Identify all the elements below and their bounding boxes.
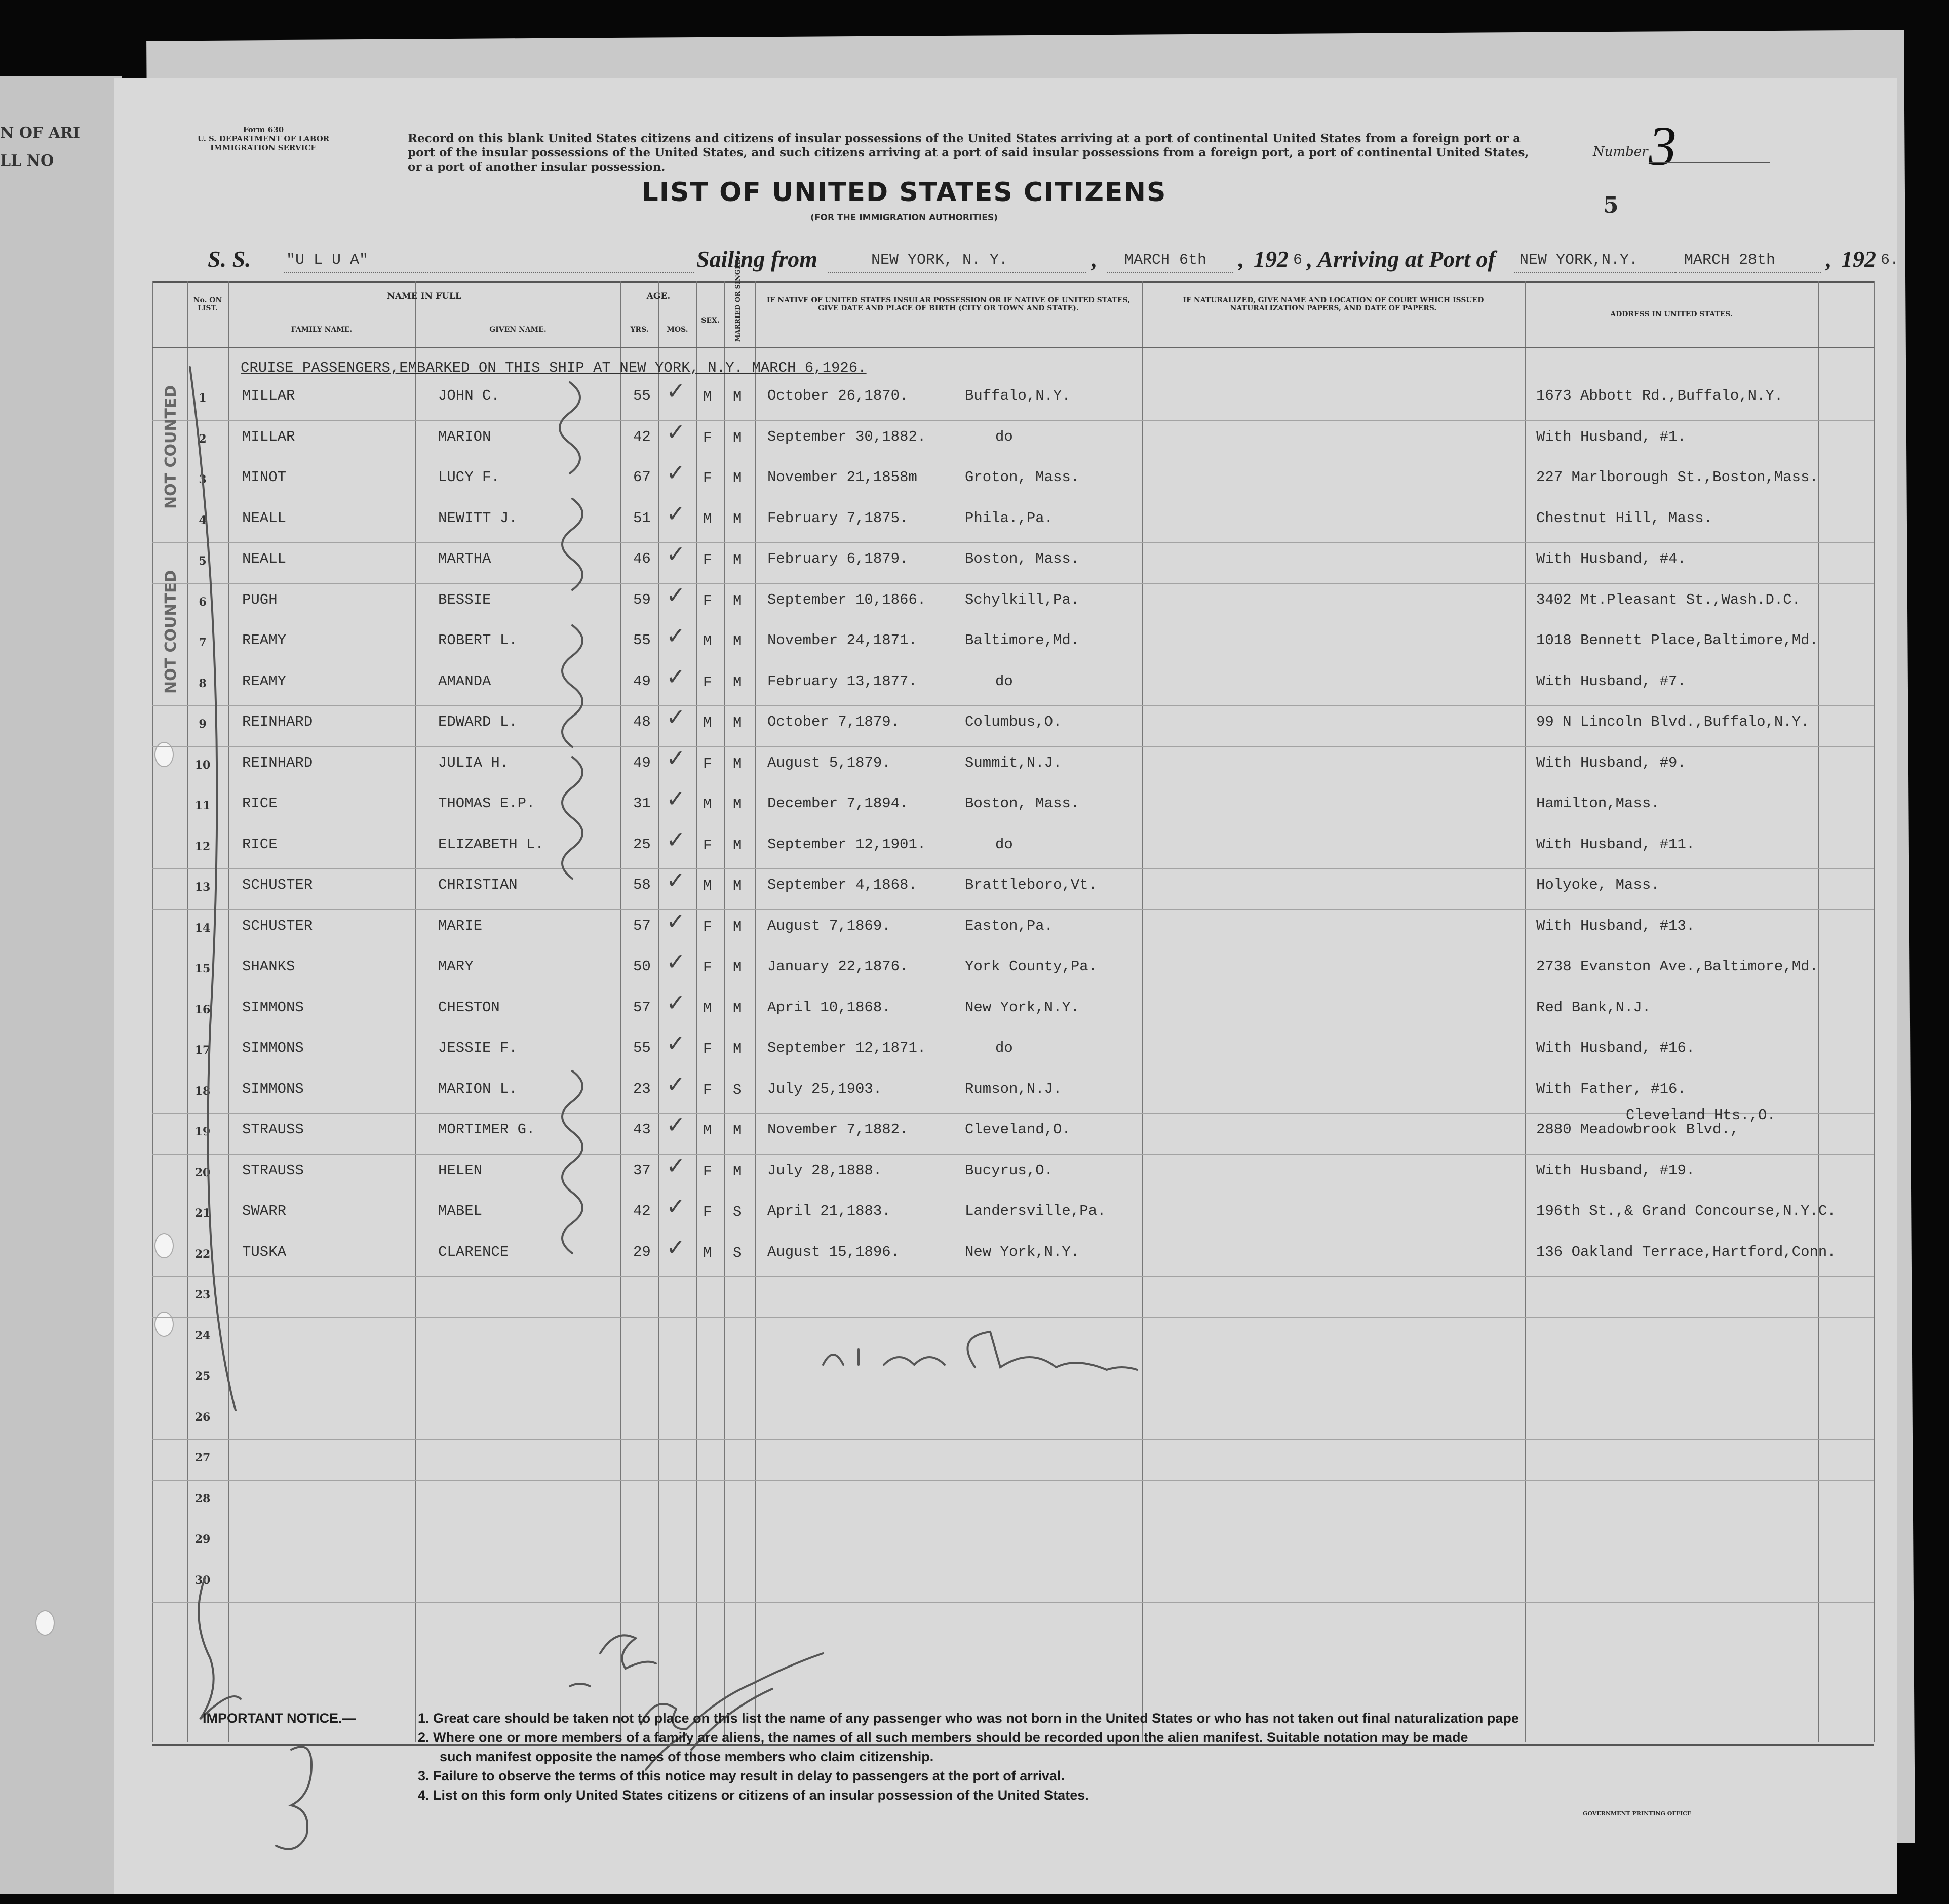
checkmark-icon: ✓ [666,418,686,446]
page-subtitle: (FOR THE IMMIGRATION AUTHORITIES) [810,213,998,223]
line-number: 27 [194,1451,211,1464]
given-name: MARION L. [438,1080,518,1097]
line-number: 12 [194,840,211,853]
birth-date: October 26,1870. [767,387,909,404]
birth-date: August 5,1879. [767,754,891,771]
birth-date: April 21,1883. [767,1203,891,1219]
address: With Husband, #1. [1536,428,1686,445]
birth-place: Cleveland,O. [965,1121,1071,1138]
marital-status: M [733,755,742,772]
family-name: NEALL [242,509,287,527]
line-number: 19 [194,1125,211,1138]
checkmark-icon: ✓ [666,540,686,568]
line-number: 7 [199,636,207,649]
address: With Husband, #7. [1536,672,1686,690]
given-name: JESSIE F. [438,1040,518,1056]
checkmark-icon: ✓ [666,785,686,812]
birth-date: December 7,1894. [767,795,909,812]
sex: F [703,551,712,568]
family-name: MINOT [242,469,287,486]
line-number: 24 [194,1329,211,1342]
given-name: LUCY F. [438,469,500,486]
address: 1673 Abbott Rd.,Buffalo,N.Y. [1536,387,1783,404]
family-name: PUGH [242,591,278,608]
marital-status: M [733,1041,742,1057]
birth-place: do [995,672,1013,690]
given-name: MARY [438,958,474,975]
marital-status: M [733,796,742,813]
family-name: STRAUSS [242,1162,304,1179]
age-years: 57 [633,917,651,934]
birth-date: November 7,1882. [767,1121,909,1138]
checkmark-icon: ✓ [666,866,686,894]
col-naturalization: IF NATURALIZED, GIVE NAME AND LOCATION OF COURT WHICH ISSUED NATURALIZATION PAPERS, AND DATE OF PAPERS. [1183,296,1484,312]
marital-status: M [733,1122,742,1139]
marital-status: S [733,1244,742,1261]
family-name: REAMY [242,632,287,649]
age-years: 67 [633,469,651,486]
line-number: 9 [199,718,207,731]
birth-place: Schylkill,Pa. [965,591,1080,608]
family-name: SCHUSTER [242,877,313,893]
line-number: 22 [194,1247,211,1261]
marital-status: M [733,470,742,487]
form-number: Form 630 [243,125,284,134]
marital-status: M [733,551,742,568]
checkmark-icon: ✓ [666,377,686,405]
checkmark-icon: ✓ [666,825,686,853]
given-name: MARION [438,428,491,445]
line-number: 16 [194,1003,211,1016]
age-years: 37 [633,1162,651,1179]
sailing-label: Sailing from [696,246,818,272]
col-age: AGE. [646,291,671,301]
checkmark-icon: ✓ [666,1193,686,1220]
department-name: U. S. DEPARTMENT OF LABOR [197,134,330,143]
age-years: 55 [633,387,651,404]
line-number: 20 [194,1166,211,1179]
marital-status: M [733,592,742,609]
marital-status: M [733,715,742,731]
col-name-in-full: NAME IN FULL [387,291,461,301]
age-years: 59 [633,591,651,608]
given-name: MARIE [438,917,483,934]
address: Holyoke, Mass. [1536,877,1660,893]
birth-place: New York,N.Y. [965,1243,1080,1260]
birth-place: Buffalo,N.Y. [965,387,1071,404]
checkmark-icon: ✓ [666,459,686,486]
col-family-name: FAMILY NAME. [291,326,353,334]
address: 2880 Meadowbrook Blvd., [1536,1121,1739,1138]
marital-status: M [733,878,742,894]
line-number: 2 [199,432,207,446]
sex: M [703,633,712,650]
punch-hole [35,1610,55,1636]
notice-heading: IMPORTANT NOTICE.— [203,1711,356,1726]
line-number: 11 [194,799,211,812]
birth-place: Baltimore,Md. [965,632,1080,649]
family-name: RICE [242,795,278,812]
family-name: SCHUSTER [242,917,313,934]
given-name: JOHN C. [438,387,500,404]
checkmark-icon: ✓ [666,988,686,1016]
family-name: REAMY [242,672,287,690]
given-name: JULIA H. [438,754,509,771]
age-years: 57 [633,999,651,1016]
manifest-page [114,78,1897,1894]
sex: M [703,510,712,528]
address: 136 Oakland Terrace,Hartford,Conn. [1536,1243,1836,1260]
age-years: 58 [633,877,651,893]
sex: M [703,796,712,813]
age-years: 48 [633,713,651,730]
ship-name: "U L U A" [286,252,369,269]
not-counted-stamp: NOT COUNTED [162,570,180,694]
age-years: 55 [633,632,651,649]
family-name: SHANKS [242,958,295,975]
marital-status: M [733,429,742,446]
col-age-months: MOS. [667,326,688,334]
line-number: 29 [194,1533,211,1546]
address: With Husband, #16. [1536,1040,1695,1056]
address: Chestnut Hill, Mass. [1536,509,1713,527]
age-years: 42 [633,1203,651,1219]
departure-year-suffix: 6 [1293,252,1303,269]
sex: F [703,1163,712,1180]
birth-place: Rumson,N.J. [965,1080,1062,1097]
line-number: 3 [199,473,207,486]
address: With Father, #16. [1536,1080,1686,1097]
line-number: 6 [199,595,207,609]
arrival-year-suffix: 6. [1881,252,1899,269]
col-married-single: MARRIED OR SINGLE. [734,257,742,342]
family-name: SIMMONS [242,1080,304,1097]
marital-status: M [733,1163,742,1180]
birth-place: Easton,Pa. [965,917,1054,934]
line-number: 21 [194,1207,211,1220]
line-number: 26 [194,1410,211,1424]
birth-place: New York,N.Y. [965,999,1080,1016]
birth-date: September 12,1871. [767,1040,926,1056]
sex: M [703,388,712,405]
marital-status: S [733,1204,742,1220]
checkmark-icon: ✓ [666,1111,686,1138]
given-name: ROBERT L. [438,632,518,649]
checkmark-icon: ✓ [666,499,686,527]
sex: M [703,715,712,731]
line-number: 17 [194,1044,211,1057]
line-number: 8 [199,677,207,690]
marital-status: M [733,959,742,976]
checkmark-icon: ✓ [666,581,686,609]
age-years: 43 [633,1121,651,1138]
sex: F [703,673,712,691]
col-birth-info: IF NATIVE OF UNITED STATES INSULAR POSSESSION OR IF NATIVE OF UNITED STATES, GIVE DATE AND PLACE OF BIRTH (CITY OR TOWN AND STATE). [766,296,1131,312]
form-instructions: Record on this blank United States citizens and citizens of insular possessions of the United States arriving at a port of continental United States from a foreign port or a port of the insular possessions of the United States, and such citizens arriving at a port of said insular possessions from a foreign port, a port of continental United States, or a port of another insular possession. [408,132,1529,174]
birth-date: February 7,1875. [767,509,909,527]
sex: F [703,1041,712,1057]
stub-text-2: LL NO [0,152,54,170]
address: With Husband, #13. [1536,917,1695,934]
birth-date: September 30,1882. [767,428,926,445]
stub-text-1: N OF ARI [0,124,80,142]
family-name: REINHARD [242,754,313,771]
age-years: 25 [633,836,651,853]
departure-date: MARCH 6th [1124,252,1207,269]
col-sex: SEX. [701,316,720,325]
marital-status: M [733,837,742,854]
line-number: 5 [199,554,207,568]
address: Red Bank,N.J. [1536,999,1651,1016]
birth-place: Brattleboro,Vt. [965,877,1098,893]
given-name: HELEN [438,1162,483,1179]
line-number: 15 [194,962,211,975]
arrival-date: MARCH 28th [1684,252,1776,269]
birth-date: July 28,1888. [767,1162,882,1179]
family-name: REINHARD [242,713,313,730]
address: 2738 Evanston Ave.,Baltimore,Md. [1536,958,1818,975]
birth-place: Groton, Mass. [965,469,1080,486]
marital-status: S [733,1081,742,1098]
line-number: 30 [194,1573,211,1587]
birth-date: August 15,1896. [767,1243,900,1260]
address: With Husband, #4. [1536,550,1686,567]
marital-status: M [733,388,742,405]
birth-date: September 4,1868. [767,877,917,893]
birth-date: January 22,1876. [767,958,909,975]
birth-place: do [995,1040,1013,1056]
given-name: ELIZABETH L. [438,836,544,853]
birth-place: Summit,N.J. [965,754,1062,771]
given-name: CHRISTIAN [438,877,518,893]
checkmark-icon: ✓ [666,1070,686,1098]
sex: M [703,878,712,894]
birth-date: February 6,1879. [767,550,909,567]
address: 3402 Mt.Pleasant St.,Wash.D.C. [1536,591,1801,608]
birth-place: Phila.,Pa. [965,509,1054,527]
given-name: BESSIE [438,591,491,608]
address: 227 Marlborough St.,Boston,Mass. [1536,469,1818,486]
ss-label: S. S. [208,246,251,272]
line-number: 14 [194,921,211,935]
given-name: NEWITT J. [438,509,518,527]
address-line: Cleveland Hts.,O. [1626,1107,1776,1124]
marital-status: M [733,673,742,691]
sex: M [703,1000,712,1017]
not-counted-stamp: NOT COUNTED [162,385,180,509]
number-value: 3 [1649,115,1677,177]
given-name: THOMAS E.P. [438,795,535,812]
family-name: SIMMONS [242,999,304,1016]
birth-place: York County,Pa. [965,958,1098,975]
birth-place: do [995,836,1013,853]
section-heading: CRUISE PASSENGERS,EMBARKED ON THIS SHIP AT NEW YORK, N.Y. MARCH 6,1926. [241,360,867,376]
birth-place: do [995,428,1013,445]
handwriting-overlay [114,78,1897,1894]
age-years: 55 [633,1040,651,1056]
sex: F [703,470,712,487]
birth-date: July 25,1903. [767,1080,882,1097]
checkmark-icon: ✓ [666,622,686,649]
line-number: 1 [199,391,207,405]
age-years: 49 [633,754,651,771]
col-no-on-list: No. ON LIST. [193,296,222,312]
sex: F [703,755,712,772]
line-number: 25 [194,1370,211,1383]
given-name: MORTIMER G. [438,1121,535,1138]
address: 99 N Lincoln Blvd.,Buffalo,N.Y. [1536,713,1810,730]
marital-status: M [733,510,742,528]
family-name: STRAUSS [242,1121,304,1138]
birth-place: Bucyrus,O. [965,1162,1054,1179]
family-name: SIMMONS [242,1040,304,1056]
sex: F [703,918,712,935]
birth-date: September 10,1866. [767,591,926,608]
line-number: 13 [194,881,211,894]
service-name: IMMIGRATION SERVICE [210,143,317,152]
checkmark-icon: ✓ [666,703,686,731]
sex: F [703,1204,712,1220]
checkmark-icon: ✓ [666,907,686,935]
line-number: 4 [199,513,207,527]
marital-status: M [733,918,742,935]
given-name: MABEL [438,1203,483,1219]
age-years: 42 [633,428,651,445]
sex: F [703,1081,712,1098]
departure-port: NEW YORK, N. Y. [871,252,1008,269]
address: With Husband, #19. [1536,1162,1695,1179]
sex: F [703,837,712,854]
arrival-port: NEW YORK,N.Y. [1519,252,1639,269]
birth-date: February 13,1877. [767,672,917,690]
col-age-years: YRS. [630,326,649,334]
col-given-name: GIVEN NAME. [489,326,547,334]
checkmark-icon: ✓ [666,744,686,772]
family-name: TUSKA [242,1243,287,1260]
sex: M [703,1244,712,1261]
arrival-year-prefix: 192 [1841,246,1876,272]
age-years: 49 [633,672,651,690]
birth-date: November 24,1871. [767,632,917,649]
checkmark-icon: ✓ [666,662,686,690]
family-name: RICE [242,836,278,853]
sex: F [703,592,712,609]
sex: F [703,429,712,446]
sex: F [703,959,712,976]
address: 1018 Bennett Place,Baltimore,Md. [1536,632,1818,649]
address: 196th St.,& Grand Concourse,N.Y.C. [1536,1203,1836,1219]
arriving-label: , Arriving at Port of [1307,246,1496,272]
line-number: 23 [194,1288,211,1301]
notice-item-4: 4. List on this form only United States citizens or citizens of an insular possession of the United States. [418,1788,1089,1803]
address: With Husband, #11. [1536,836,1695,853]
birth-date: September 12,1901. [767,836,926,853]
given-name: EDWARD L. [438,713,518,730]
birth-date: November 21,1858m [767,469,917,486]
marital-status: M [733,1000,742,1017]
age-years: 46 [633,550,651,567]
address: Hamilton,Mass. [1536,795,1660,812]
family-name: MILLAR [242,387,295,404]
given-name: CLARENCE [438,1243,509,1260]
birth-date: October 7,1879. [767,713,900,730]
page-title: LIST OF UNITED STATES CITIZENS [641,177,1167,208]
checkmark-icon: ✓ [666,1029,686,1057]
printer-imprint: GOVERNMENT PRINTING OFFICE [1583,1810,1692,1817]
checkmark-icon: ✓ [666,948,686,975]
given-name: AMANDA [438,672,491,690]
checkmark-icon: ✓ [666,1233,686,1261]
given-name: CHESTON [438,999,500,1016]
departure-year-prefix: 192 [1254,246,1289,272]
number-label: Number [1593,144,1648,160]
address: With Husband, #9. [1536,754,1686,771]
notice-item-3: 3. Failure to observe the terms of this notice may result in delay to passengers at the port of arrival. [418,1768,1065,1783]
family-name: MILLAR [242,428,295,445]
adjacent-page-edge [0,76,122,1894]
birth-place: Boston, Mass. [965,550,1080,567]
age-years: 31 [633,795,651,812]
age-years: 29 [633,1243,651,1260]
page-number: 5 [1603,192,1619,218]
age-years: 51 [633,509,651,527]
notice-item-2: 2. Where one or more members of a family are aliens, the names of all such members should be recorded upon the alien manifest. Suitable notation may be made [418,1730,1468,1745]
family-name: SWARR [242,1203,287,1219]
birth-date: April 10,1868. [767,999,891,1016]
checkmark-icon: ✓ [666,1152,686,1179]
given-name: MARTHA [438,550,491,567]
line-number: 10 [194,758,211,772]
line-number: 18 [194,1084,211,1098]
age-years: 50 [633,958,651,975]
age-years: 23 [633,1080,651,1097]
birth-place: Landersville,Pa. [965,1203,1106,1219]
marital-status: M [733,633,742,650]
birth-place: Boston, Mass. [965,795,1080,812]
sex: M [703,1122,712,1139]
line-number: 28 [194,1492,211,1505]
family-name: NEALL [242,550,287,567]
voyage-line: S. S. "U L U A" Sailing from NEW YORK, N. Y. , MARCH 6th , 192 6 , Arriving at Port of NEW YORK,N.Y. MARCH 28th , 192 6. [208,246,1899,272]
col-address: ADDRESS IN UNITED STATES. [1610,310,1733,319]
birth-date: August 7,1869. [767,917,891,934]
birth-place: Columbus,O. [965,713,1062,730]
notice-item-2-cont: such manifest opposite the names of those members who claim citizenship. [440,1749,934,1764]
notice-item-1: 1. Great care should be taken not to place on this list the name of any passenger who was not born in the United States or who has not taken out final naturalization pape [418,1711,1519,1726]
